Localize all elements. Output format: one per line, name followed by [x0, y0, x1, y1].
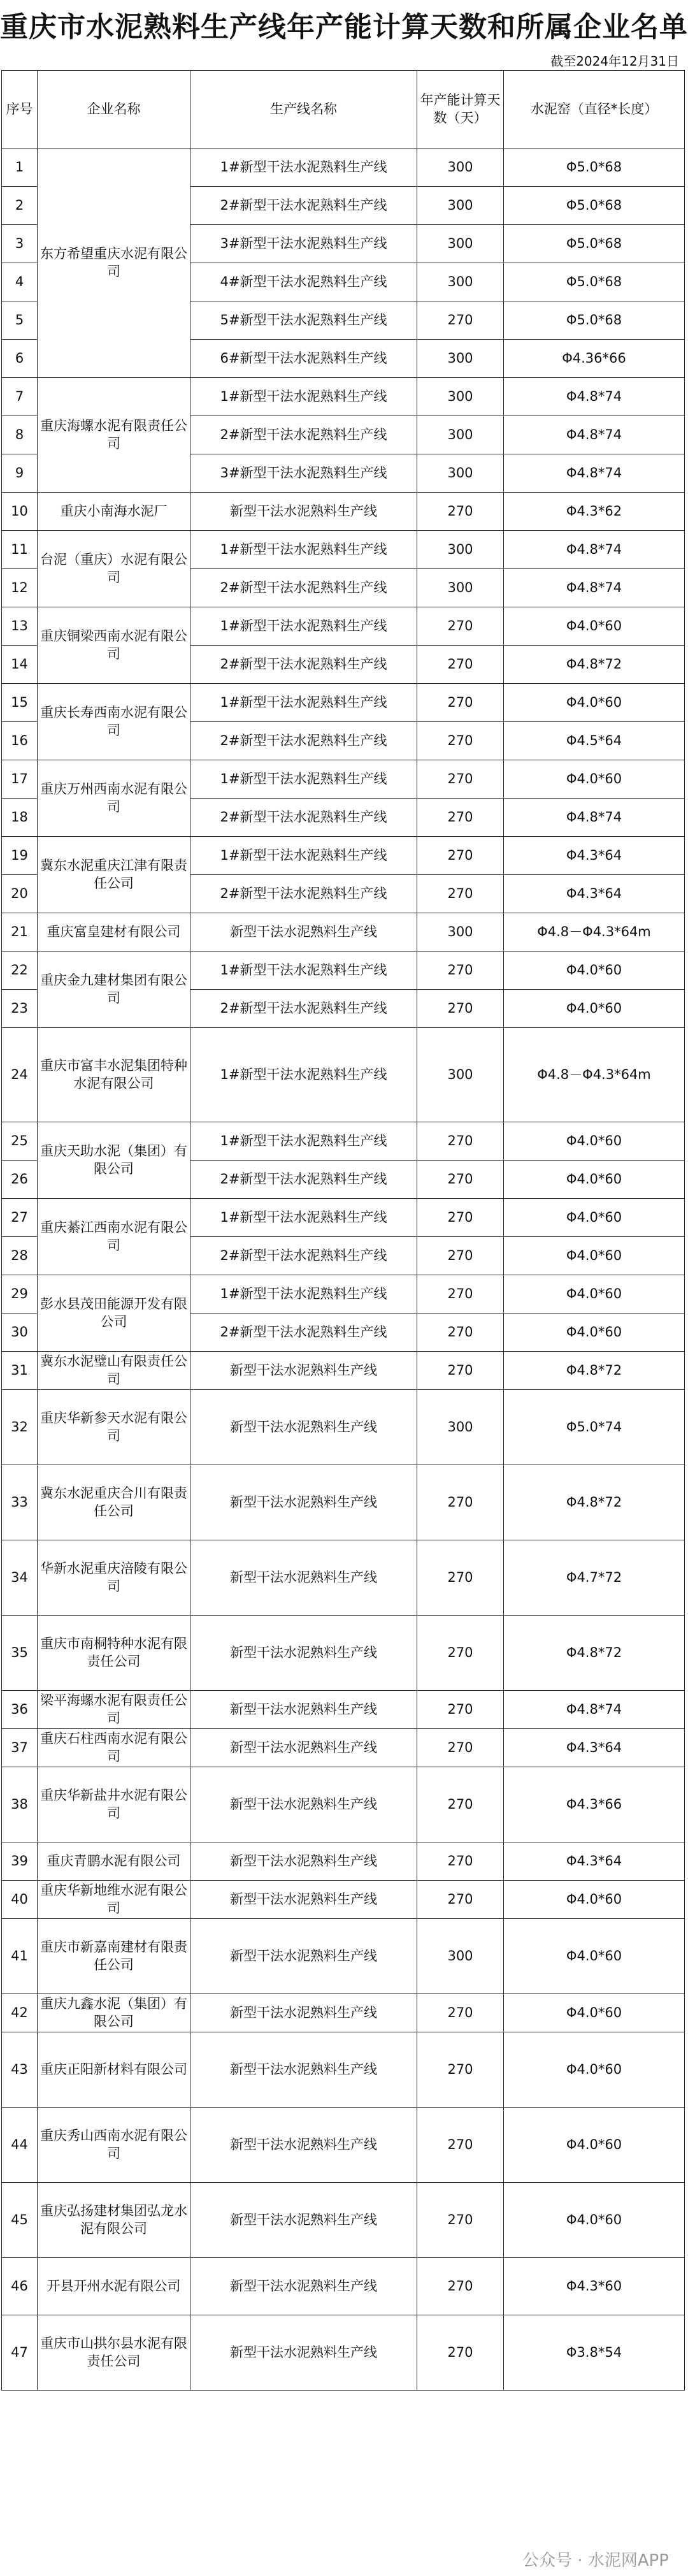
company-name: 重庆弘扬建材集团弘龙水泥有限公司 — [38, 2183, 190, 2258]
kiln-spec: Φ4.0*60 — [504, 1275, 685, 1313]
kiln-spec: Φ4.5*64 — [504, 722, 685, 760]
row-number: 4 — [2, 263, 38, 301]
kiln-spec: Φ4.0*60 — [504, 1994, 685, 2032]
capacity-days: 270 — [417, 1275, 504, 1313]
row-number: 35 — [2, 1616, 38, 1691]
row-number: 41 — [2, 1919, 38, 1994]
row-number: 36 — [2, 1691, 38, 1729]
table-row — [2, 378, 685, 416]
line-name: 2#新型干法水泥熟料生产线 — [190, 1313, 417, 1352]
kiln-spec: Φ3.8*54 — [504, 2315, 685, 2391]
row-number: 32 — [2, 1390, 38, 1465]
kiln-spec: Φ4.0*60 — [504, 607, 685, 646]
company-name: 重庆长寿西南水泥有限公司 — [38, 684, 190, 760]
kiln-spec: Φ4.0*60 — [504, 990, 685, 1028]
line-name: 新型干法水泥熟料生产线 — [190, 2032, 417, 2108]
line-name: 新型干法水泥熟料生产线 — [190, 2315, 417, 2391]
capacity-days: 300 — [417, 1390, 504, 1465]
line-name: 新型干法水泥熟料生产线 — [190, 493, 417, 531]
capacity-days: 270 — [417, 2108, 504, 2183]
kiln-spec: Φ4.0*60 — [504, 2032, 685, 2108]
company-name: 重庆金九建材集团有限公司 — [38, 952, 190, 1028]
line-name: 2#新型干法水泥熟料生产线 — [190, 990, 417, 1028]
company-name: 重庆秀山西南水泥有限公司 — [38, 2108, 190, 2183]
table-row — [2, 1275, 685, 1313]
row-number: 24 — [2, 1028, 38, 1122]
capacity-days: 300 — [417, 148, 504, 187]
table-row — [2, 760, 685, 799]
line-name: 2#新型干法水泥熟料生产线 — [190, 799, 417, 837]
row-number: 18 — [2, 799, 38, 837]
kiln-spec: Φ5.0*68 — [504, 301, 685, 340]
line-name: 新型干法水泥熟料生产线 — [190, 1390, 417, 1465]
line-name: 1#新型干法水泥熟料生产线 — [190, 607, 417, 646]
table-row — [2, 2108, 685, 2183]
kiln-spec: Φ4.0*60 — [504, 684, 685, 722]
line-name: 1#新型干法水泥熟料生产线 — [190, 837, 417, 875]
line-name: 2#新型干法水泥熟料生产线 — [190, 646, 417, 684]
company-name: 重庆市富丰水泥集团特种水泥有限公司 — [38, 1028, 190, 1122]
company-name: 重庆铜梁西南水泥有限公司 — [38, 607, 190, 684]
company-name: 彭水县茂田能源开发有限公司 — [38, 1275, 190, 1352]
capacity-days: 270 — [417, 837, 504, 875]
capacity-days: 270 — [417, 493, 504, 531]
company-name: 重庆市新嘉南建材有限责任公司 — [38, 1919, 190, 1994]
table-row — [2, 1390, 685, 1465]
row-number: 7 — [2, 378, 38, 416]
capacity-days: 270 — [417, 1842, 504, 1881]
capacity-days: 300 — [417, 378, 504, 416]
company-name: 重庆石柱西南水泥有限公司 — [38, 1729, 190, 1767]
line-name: 2#新型干法水泥熟料生产线 — [190, 1161, 417, 1199]
row-number: 6 — [2, 340, 38, 378]
company-name: 冀东水泥重庆合川有限责任公司 — [38, 1465, 190, 1540]
row-number: 12 — [2, 569, 38, 607]
capacity-days: 300 — [417, 1919, 504, 1994]
capacity-days: 270 — [417, 1616, 504, 1691]
company-name: 梁平海螺水泥有限责任公司 — [38, 1691, 190, 1729]
capacity-days: 300 — [417, 913, 504, 952]
capacity-days: 270 — [417, 952, 504, 990]
table-row — [2, 684, 685, 722]
table-row — [2, 1465, 685, 1540]
capacity-days: 270 — [417, 1994, 504, 2032]
capacity-days: 300 — [417, 340, 504, 378]
line-name: 2#新型干法水泥熟料生产线 — [190, 1237, 417, 1275]
kiln-spec: Φ4.3*60 — [504, 2258, 685, 2315]
capacity-days: 270 — [417, 1881, 504, 1919]
page-title: 重庆市水泥熟料生产线年产能计算天数和所属企业名单 — [0, 11, 688, 43]
kiln-spec: Φ4.3*64 — [504, 1842, 685, 1881]
capacity-days: 270 — [417, 301, 504, 340]
company-name: 重庆华新参天水泥有限公司 — [38, 1390, 190, 1465]
capacity-days: 270 — [417, 607, 504, 646]
table-row — [2, 1881, 685, 1919]
row-number: 38 — [2, 1767, 38, 1842]
line-name: 2#新型干法水泥熟料生产线 — [190, 416, 417, 454]
row-number: 29 — [2, 1275, 38, 1313]
table-row — [2, 1616, 685, 1691]
capacity-days: 270 — [417, 684, 504, 722]
row-number: 3 — [2, 225, 38, 263]
row-number: 45 — [2, 2183, 38, 2258]
kiln-spec: Φ4.0*60 — [504, 1161, 685, 1199]
kiln-spec: Φ4.3*64 — [504, 875, 685, 913]
line-name: 新型干法水泥熟料生产线 — [190, 1540, 417, 1616]
production-line-table — [1, 70, 685, 2391]
capacity-days: 270 — [417, 875, 504, 913]
line-name: 1#新型干法水泥熟料生产线 — [190, 1199, 417, 1237]
kiln-spec: Φ4.8*74 — [504, 454, 685, 493]
company-name: 重庆天助水泥（集团）有限公司 — [38, 1122, 190, 1199]
table-row — [2, 913, 685, 952]
line-name: 2#新型干法水泥熟料生产线 — [190, 722, 417, 760]
capacity-days: 300 — [417, 187, 504, 225]
row-number: 10 — [2, 493, 38, 531]
kiln-spec: Φ4.8－Φ4.3*64m — [504, 913, 685, 952]
line-name: 新型干法水泥熟料生产线 — [190, 1352, 417, 1390]
kiln-spec: Φ4.0*60 — [504, 1313, 685, 1352]
table-body — [2, 148, 685, 2391]
table-row — [2, 837, 685, 875]
capacity-days: 270 — [417, 1540, 504, 1616]
row-number: 28 — [2, 1237, 38, 1275]
header-no: 序号 — [2, 71, 38, 148]
line-name: 新型干法水泥熟料生产线 — [190, 1616, 417, 1691]
table-row — [2, 1691, 685, 1729]
row-number: 11 — [2, 531, 38, 569]
company-name: 东方希望重庆水泥有限公司 — [38, 148, 190, 378]
capacity-days: 300 — [417, 225, 504, 263]
line-name: 1#新型干法水泥熟料生产线 — [190, 684, 417, 722]
kiln-spec: Φ4.0*60 — [504, 1199, 685, 1237]
line-name: 1#新型干法水泥熟料生产线 — [190, 378, 417, 416]
company-name: 重庆万州西南水泥有限公司 — [38, 760, 190, 837]
kiln-spec: Φ4.8*74 — [504, 416, 685, 454]
company-name: 重庆市山拱尔县水泥有限责任公司 — [38, 2315, 190, 2391]
kiln-spec: Φ4.7*72 — [504, 1540, 685, 1616]
line-name: 新型干法水泥熟料生产线 — [190, 2108, 417, 2183]
line-name: 2#新型干法水泥熟料生产线 — [190, 569, 417, 607]
row-number: 14 — [2, 646, 38, 684]
row-number: 23 — [2, 990, 38, 1028]
table-row — [2, 1028, 685, 1122]
line-name: 新型干法水泥熟料生产线 — [190, 1994, 417, 2032]
row-number: 43 — [2, 2032, 38, 2108]
capacity-days: 270 — [417, 990, 504, 1028]
company-name: 重庆九鑫水泥（集团）有限公司 — [38, 1994, 190, 2032]
table-row — [2, 148, 685, 187]
row-number: 46 — [2, 2258, 38, 2315]
line-name: 新型干法水泥熟料生产线 — [190, 2183, 417, 2258]
kiln-spec: Φ4.8*72 — [504, 646, 685, 684]
kiln-spec: Φ5.0*68 — [504, 187, 685, 225]
line-name: 2#新型干法水泥熟料生产线 — [190, 875, 417, 913]
line-name: 新型干法水泥熟料生产线 — [190, 1842, 417, 1881]
row-number: 26 — [2, 1161, 38, 1199]
company-name: 冀东水泥重庆江津有限责任公司 — [38, 837, 190, 913]
line-name: 1#新型干法水泥熟料生产线 — [190, 1275, 417, 1313]
table-row — [2, 493, 685, 531]
row-number: 5 — [2, 301, 38, 340]
line-name: 新型干法水泥熟料生产线 — [190, 2258, 417, 2315]
capacity-days: 270 — [417, 1352, 504, 1390]
kiln-spec: Φ4.3*64 — [504, 837, 685, 875]
line-name: 新型干法水泥熟料生产线 — [190, 1729, 417, 1767]
row-number: 22 — [2, 952, 38, 990]
kiln-spec: Φ4.0*60 — [504, 1122, 685, 1161]
row-number: 16 — [2, 722, 38, 760]
table-row — [2, 1994, 685, 2032]
row-number: 2 — [2, 187, 38, 225]
kiln-spec: Φ4.0*60 — [504, 1237, 685, 1275]
line-name: 6#新型干法水泥熟料生产线 — [190, 340, 417, 378]
row-number: 44 — [2, 2108, 38, 2183]
table-row — [2, 1352, 685, 1390]
header-kiln: 水泥窑（直径*长度） — [504, 71, 685, 148]
company-name: 重庆华新地维水泥有限公司 — [38, 1881, 190, 1919]
row-number: 33 — [2, 1465, 38, 1540]
capacity-days: 300 — [417, 263, 504, 301]
kiln-spec: Φ4.8*72 — [504, 1352, 685, 1390]
capacity-days: 270 — [417, 799, 504, 837]
kiln-spec: Φ4.3*66 — [504, 1767, 685, 1842]
row-number: 40 — [2, 1881, 38, 1919]
company-name: 重庆富皇建材有限公司 — [38, 913, 190, 952]
row-number: 37 — [2, 1729, 38, 1767]
company-name: 华新水泥重庆涪陵有限公司 — [38, 1540, 190, 1616]
row-number: 27 — [2, 1199, 38, 1237]
capacity-days: 300 — [417, 416, 504, 454]
row-number: 31 — [2, 1352, 38, 1390]
kiln-spec: Φ4.8*74 — [504, 799, 685, 837]
company-name: 重庆綦江西南水泥有限公司 — [38, 1199, 190, 1275]
kiln-spec: Φ4.8－Φ4.3*64m — [504, 1028, 685, 1122]
table-row — [2, 2258, 685, 2315]
header-days: 年产能计算天数（天） — [417, 71, 504, 148]
capacity-days: 270 — [417, 2032, 504, 2108]
line-name: 4#新型干法水泥熟料生产线 — [190, 263, 417, 301]
kiln-spec: Φ4.8*74 — [504, 569, 685, 607]
capacity-days: 270 — [417, 760, 504, 799]
table-row — [2, 531, 685, 569]
table-row — [2, 1199, 685, 1237]
row-number: 42 — [2, 1994, 38, 2032]
capacity-days: 270 — [417, 1161, 504, 1199]
line-name: 新型干法水泥熟料生产线 — [190, 1465, 417, 1540]
table-header-row — [2, 71, 685, 148]
row-number: 8 — [2, 416, 38, 454]
row-number: 19 — [2, 837, 38, 875]
capacity-days: 270 — [417, 2183, 504, 2258]
kiln-spec: Φ4.8*72 — [504, 1465, 685, 1540]
capacity-days: 300 — [417, 569, 504, 607]
kiln-spec: Φ5.0*68 — [504, 263, 685, 301]
table-row — [2, 2032, 685, 2108]
table-row — [2, 1842, 685, 1881]
table-row — [2, 1540, 685, 1616]
line-name: 新型干法水泥熟料生产线 — [190, 913, 417, 952]
watermark: 公众号 · 水泥网APP — [522, 2551, 669, 2570]
row-number: 21 — [2, 913, 38, 952]
company-name: 重庆市南桐特种水泥有限责任公司 — [38, 1616, 190, 1691]
capacity-days: 300 — [417, 531, 504, 569]
row-number: 17 — [2, 760, 38, 799]
capacity-days: 270 — [417, 1122, 504, 1161]
row-number: 1 — [2, 148, 38, 187]
company-name: 重庆海螺水泥有限责任公司 — [38, 378, 190, 493]
kiln-spec: Φ4.8*74 — [504, 378, 685, 416]
row-number: 39 — [2, 1842, 38, 1881]
table-row — [2, 2315, 685, 2391]
kiln-spec: Φ4.0*60 — [504, 2108, 685, 2183]
kiln-spec: Φ4.8*74 — [504, 531, 685, 569]
line-name: 1#新型干法水泥熟料生产线 — [190, 148, 417, 187]
table-row — [2, 607, 685, 646]
line-name: 3#新型干法水泥熟料生产线 — [190, 225, 417, 263]
table-row — [2, 2183, 685, 2258]
company-name: 重庆华新盐井水泥有限公司 — [38, 1767, 190, 1842]
row-number: 15 — [2, 684, 38, 722]
kiln-spec: Φ4.8*74 — [504, 1691, 685, 1729]
capacity-days: 300 — [417, 1028, 504, 1122]
line-name: 1#新型干法水泥熟料生产线 — [190, 952, 417, 990]
kiln-spec: Φ4.0*60 — [504, 952, 685, 990]
row-number: 13 — [2, 607, 38, 646]
header-company: 企业名称 — [38, 71, 190, 148]
line-name: 3#新型干法水泥熟料生产线 — [190, 454, 417, 493]
kiln-spec: Φ4.0*60 — [504, 2183, 685, 2258]
kiln-spec: Φ5.0*74 — [504, 1390, 685, 1465]
capacity-days: 270 — [417, 1313, 504, 1352]
kiln-spec: Φ4.36*66 — [504, 340, 685, 378]
table-row — [2, 1767, 685, 1842]
capacity-days: 270 — [417, 1199, 504, 1237]
line-name: 2#新型干法水泥熟料生产线 — [190, 187, 417, 225]
company-name: 重庆正阳新材料有限公司 — [38, 2032, 190, 2108]
capacity-days: 270 — [417, 1465, 504, 1540]
row-number: 25 — [2, 1122, 38, 1161]
line-name: 新型干法水泥熟料生产线 — [190, 1767, 417, 1842]
kiln-spec: Φ4.0*60 — [504, 760, 685, 799]
kiln-spec: Φ4.3*64 — [504, 1729, 685, 1767]
row-number: 34 — [2, 1540, 38, 1616]
table-row — [2, 1919, 685, 1994]
company-name: 重庆小南海水泥厂 — [38, 493, 190, 531]
capacity-days: 270 — [417, 722, 504, 760]
kiln-spec: Φ5.0*68 — [504, 148, 685, 187]
capacity-days: 300 — [417, 454, 504, 493]
capacity-days: 270 — [417, 1691, 504, 1729]
table-row — [2, 1729, 685, 1767]
line-name: 5#新型干法水泥熟料生产线 — [190, 301, 417, 340]
kiln-spec: Φ4.0*60 — [504, 1881, 685, 1919]
line-name: 新型干法水泥熟料生产线 — [190, 1691, 417, 1729]
header-line: 生产线名称 — [190, 71, 417, 148]
line-name: 1#新型干法水泥熟料生产线 — [190, 760, 417, 799]
capacity-days: 270 — [417, 2258, 504, 2315]
line-name: 1#新型干法水泥熟料生产线 — [190, 531, 417, 569]
capacity-days: 270 — [417, 2315, 504, 2391]
company-name: 开县开州水泥有限公司 — [38, 2258, 190, 2315]
row-number: 47 — [2, 2315, 38, 2391]
company-name: 台泥（重庆）水泥有限公司 — [38, 531, 190, 607]
as-of-date: 截至2024年12月31日 — [550, 54, 679, 69]
company-name: 重庆青鹏水泥有限公司 — [38, 1842, 190, 1881]
line-name: 新型干法水泥熟料生产线 — [190, 1919, 417, 1994]
kiln-spec: Φ4.8*72 — [504, 1616, 685, 1691]
line-name: 新型干法水泥熟料生产线 — [190, 1881, 417, 1919]
company-name: 冀东水泥璧山有限责任公司 — [38, 1352, 190, 1390]
table-row — [2, 1122, 685, 1161]
table-row — [2, 952, 685, 990]
row-number: 9 — [2, 454, 38, 493]
kiln-spec: Φ4.3*62 — [504, 493, 685, 531]
capacity-days: 270 — [417, 1237, 504, 1275]
row-number: 30 — [2, 1313, 38, 1352]
line-name: 1#新型干法水泥熟料生产线 — [190, 1028, 417, 1122]
row-number: 20 — [2, 875, 38, 913]
kiln-spec: Φ4.0*60 — [504, 1919, 685, 1994]
kiln-spec: Φ5.0*68 — [504, 225, 685, 263]
line-name: 1#新型干法水泥熟料生产线 — [190, 1122, 417, 1161]
capacity-days: 270 — [417, 1729, 504, 1767]
capacity-days: 270 — [417, 646, 504, 684]
capacity-days: 270 — [417, 1767, 504, 1842]
